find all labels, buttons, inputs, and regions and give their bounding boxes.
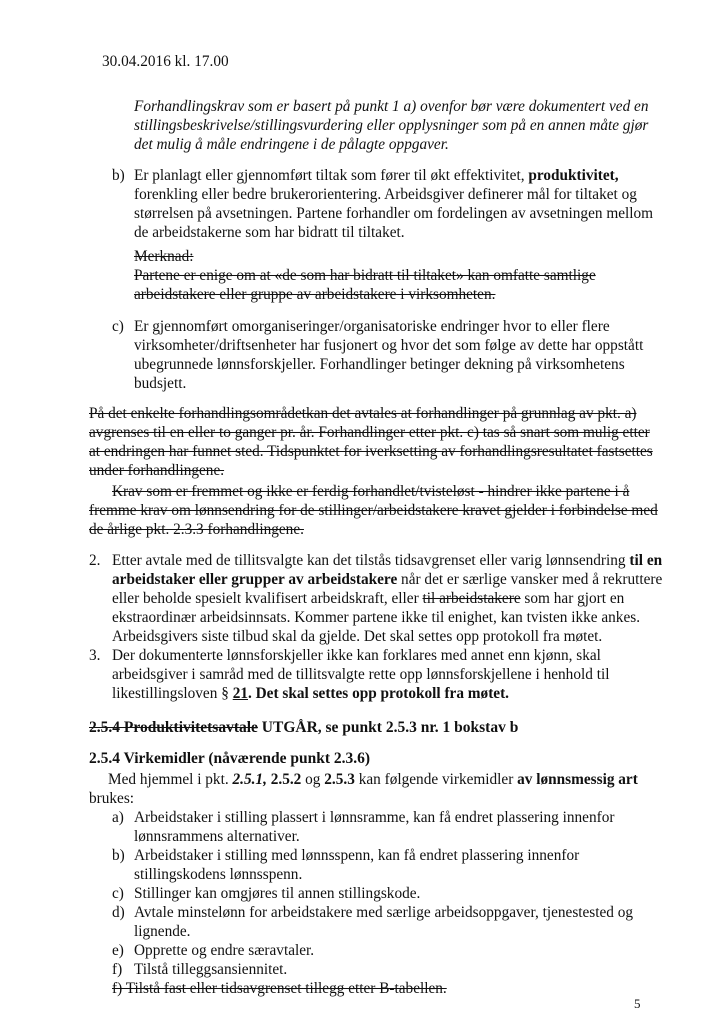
measure-line: lønnsrammens alternativer. [134, 828, 300, 845]
list-marker: d) [112, 904, 125, 921]
struck-paragraph-line: fremme krav om lønnsendring for de stillinger/arbeidstakere kravet gjelder i forbindelse med [89, 502, 658, 519]
list-marker: b) [112, 847, 125, 864]
item-2-line: Arbeidsgivers siste tilbud skal da gjelde. Det skal settes opp protokoll fra møtet. [112, 628, 603, 645]
measure-line: lignende. [134, 923, 191, 940]
intro-line: brukes: [89, 790, 135, 807]
law-reference: 21 [232, 685, 248, 702]
intro-ref: 2.5.2 [266, 771, 302, 788]
heading-rest: UTGÅR, se punkt 2.5.3 nr. 1 bokstav b [257, 719, 519, 736]
item-2-text: eller beholde spesielt kvalifisert arbeidskraft, eller [112, 590, 423, 607]
struck-measure: f) Tilstå fast eller tidsavgrenset tillegg etter B-tabellen. [112, 980, 447, 997]
item-3-bold: . Det skal settes opp protokoll fra møtet. [247, 685, 509, 702]
item-2-line: ekstraordinær arbeidsinnsats. Kommer partene ikke til enighet, kan tvisten ikke ankes. [112, 609, 641, 626]
item-2-bold: til en [629, 552, 663, 569]
heading-struck: 2.5.4 Produktivitetsavtale [89, 719, 258, 736]
measure-line: Tilstå tilleggsansiennitet. [134, 961, 288, 978]
list-marker: c) [112, 885, 124, 902]
intro-text: og [301, 771, 325, 788]
item-b-line: størrelsen på avsetningen. Partene forhandler om fordelingen av avsetningen mellom [134, 205, 654, 222]
measure-line: stillingskodens lønnsspenn. [134, 866, 303, 883]
intro-ref: 2.5.3 [324, 771, 355, 788]
item-c-line: Er gjennomført omorganiseringer/organisatoriske endringer hvor to eller flere [134, 318, 610, 335]
item-2-line [112, 590, 624, 608]
item-b-text: Er planlagt eller gjennomført tiltak som fører til økt effektivitet, [134, 167, 529, 184]
heading-2-5-4-old [89, 719, 518, 737]
list-marker: a) [112, 809, 124, 826]
item-c-line: budsjett. [134, 375, 187, 392]
item-b-line: de arbeidstakerne som har bidratt til tiltaket. [134, 224, 405, 241]
list-marker: b) [112, 167, 125, 184]
list-marker: e) [112, 942, 124, 959]
measure-line: Stillinger kan omgjøres til annen stillingskode. [134, 885, 421, 902]
item-3-line: arbeidsgiver i samråd med de tillitsvalgte rette opp lønnsforskjellene i henhold til [112, 666, 610, 683]
intro-bold: av lønnsmessig art [517, 771, 638, 788]
struck-paragraph-line: avgrenses til en eller to ganger pr. år. Forhandlinger etter pkt. c) tas så snart som mulig etter [89, 424, 650, 441]
item-2-line [112, 552, 662, 570]
measure-line: Arbeidstaker i stilling med lønnsspenn, kan få endret plassering innenfor [134, 847, 580, 864]
italic-note-line: det mulig å måle endringene i de pålagte oppgaver. [134, 136, 449, 153]
measure-line: Opprette og endre særavtaler. [134, 942, 315, 959]
intro-ref: 2.5.1, [232, 771, 267, 788]
measure-line: Avtale minstelønn for arbeidstakere med særlige arbeidsoppgaver, tjenestested og [134, 904, 634, 921]
item-2-text: når det er særlige vansker med å rekruttere [397, 571, 663, 588]
item-b-bold: produktivitet, [528, 167, 619, 184]
item-3-text: likestillingsloven § [112, 685, 233, 702]
item-b-line: forenkling eller bedre brukerorientering. Arbeidsgiver definerer mål for tiltaket og [134, 186, 637, 203]
intro-line [108, 771, 638, 789]
page-number: 5 [634, 996, 641, 1011]
item-c-line: ubegrunnede lønnsforskjeller. Forhandlinger betinger dekning på virksomhetens [134, 356, 625, 373]
struck-paragraph-line: På det enkelte forhandlingsområdetkan det avtales at forhandlinger på grunnlag av pkt. a) [89, 405, 637, 422]
list-marker: f) [112, 961, 123, 978]
italic-note-line: Forhandlingskrav som er basert på punkt 1 a) ovenfor bør være dokumentert ved en [134, 98, 649, 115]
measure-line: Arbeidstaker i stilling plassert i lønnsramme, kan få endret plassering innenfor [134, 809, 615, 826]
intro-text: Med hjemmel i pkt. [108, 771, 233, 788]
item-b-line [134, 167, 619, 185]
merknad-line: arbeidstakere eller gruppe av arbeidstakere i virksomheten. [134, 286, 496, 303]
struck-paragraph-line: Krav som er fremmet og ikke er ferdig forhandlet/tvisteløst - hindrer ikke partene i å [112, 483, 630, 500]
italic-note-line: stillingsbeskrivelse/stillingsvurdering eller opplysninger som på en annen måte gjør [134, 117, 649, 134]
item-2-line [112, 571, 662, 589]
item-3-line: Der dokumenterte lønnsforskjeller ikke kan forklares med annet enn kjønn, skal [112, 647, 601, 664]
merknad-title: Merknad: [134, 248, 194, 265]
item-2-text: Etter avtale med de tillitsvalgte kan det tilstås tidsavgrenset eller varig lønnsendring [112, 552, 630, 569]
header-date: 30.04.2016 kl. 17.00 [102, 53, 229, 70]
item-c-line: virksomheter/driftsenheter har fusjonert og hvor det som følge av dette har oppstått [134, 337, 644, 354]
item-2-text: som har gjort en [520, 590, 625, 607]
struck-paragraph-line: at endringen har funnet sted. Tidspunktet for iverksetting av forhandlingsresultatet fastsettes [89, 443, 653, 460]
list-marker: 3. [89, 647, 101, 664]
intro-text: kan følgende virkemidler [354, 771, 518, 788]
item-3-line [112, 685, 509, 703]
struck-paragraph-line: de årlige pkt. 2.3.3 forhandlingene. [89, 521, 304, 538]
list-marker: c) [112, 318, 124, 335]
item-2-bold: arbeidstaker eller grupper av arbeidstakere [112, 571, 398, 588]
item-2-struck: til arbeidstakere [422, 590, 521, 607]
list-marker: 2. [89, 552, 101, 569]
heading-2-5-4-new: 2.5.4 Virkemidler (nåværende punkt 2.3.6) [89, 750, 371, 767]
struck-paragraph-line: under forhandlingene. [89, 462, 225, 479]
merknad-line: Partene er enige om at «de som har bidratt til tiltaket» kan omfatte samtlige [134, 267, 596, 284]
